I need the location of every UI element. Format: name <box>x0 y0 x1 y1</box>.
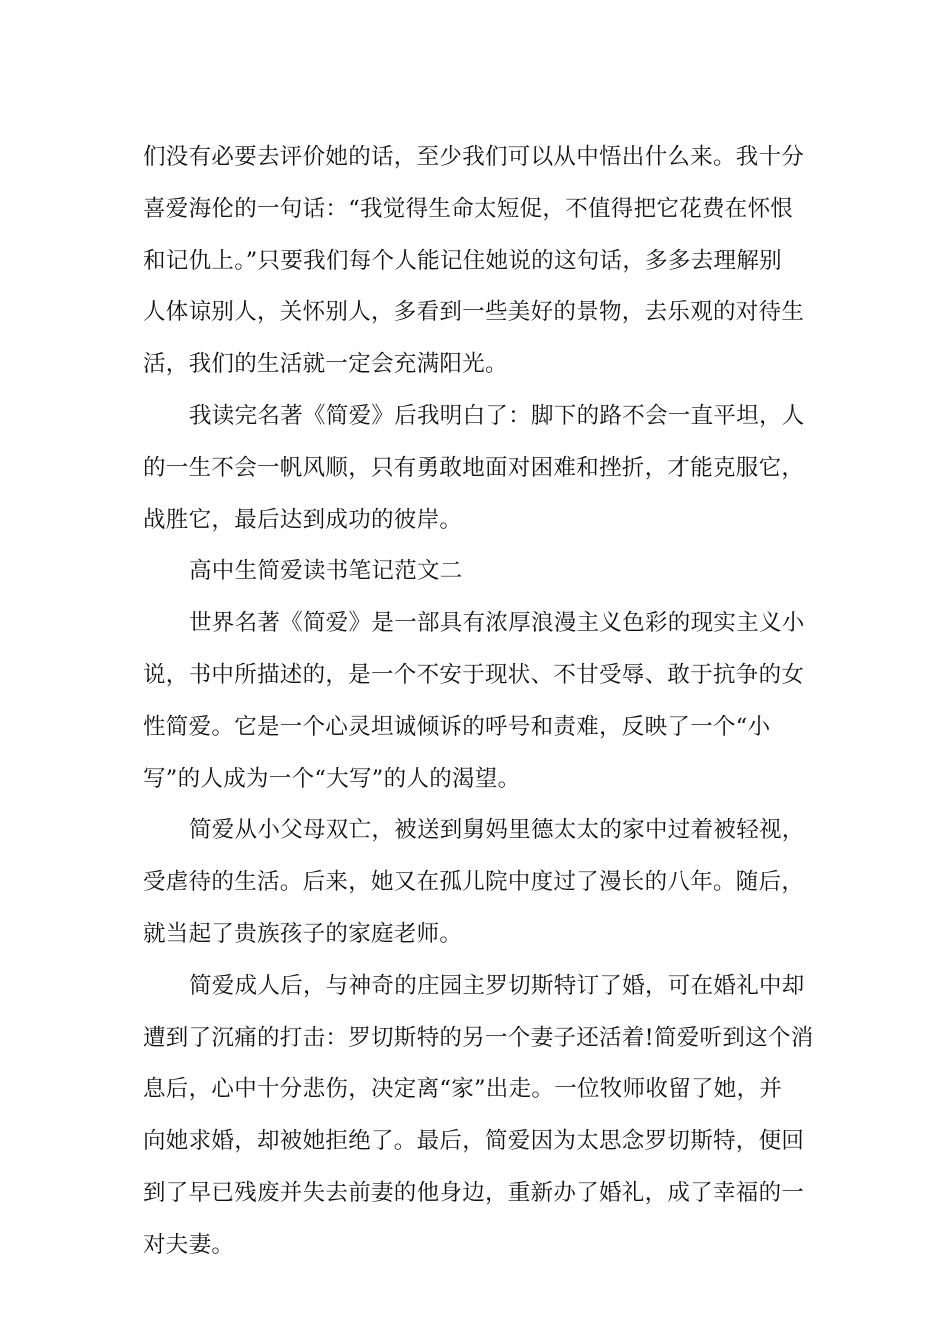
text-line: 性简爱。它是一个心灵坦诚倾诉的呼号和责难，反映了一个“小 <box>143 713 771 740</box>
text-line: 世界名著《简爱》是一部具有浓厚浪漫主义色彩的现实主义小 <box>189 610 805 637</box>
text-line: 受虐待的生活。后来，她又在孤儿院中度过了漫长的八年。随后， <box>143 869 805 896</box>
text-line: 战胜它，最后达到成功的彼岸。 <box>143 506 463 533</box>
text-line: 人体谅别人，关怀别人，多看到一些美好的景物，去乐观的对待生 <box>143 299 805 326</box>
paragraph <box>143 961 814 1272</box>
text-line: 高中生简爱读书笔记范文二 <box>189 558 463 585</box>
text-line: 息后，心中十分悲伤，决定离“家”出走。一位牧师收留了她，并 <box>143 1076 783 1103</box>
section-heading <box>143 546 807 598</box>
text-line: 的一生不会一帆风顺，只有勇敢地面对困难和挫折，才能克服它， <box>143 454 805 481</box>
text-line: 就当起了贵族孩子的家庭老师。 <box>143 920 463 947</box>
text-line: 喜爱海伦的一句话：“我觉得生命太短促，不值得把它花费在怀恨 <box>143 195 794 222</box>
text-line: 到了早已残废并失去前妻的他身边，重新办了婚礼，成了幸福的一 <box>143 1179 805 1206</box>
text-line: 简爱从小父母双亡，被送到舅妈里德太太的家中过着被轻视， <box>189 817 805 844</box>
paragraph <box>143 598 807 805</box>
text-line: 们没有必要去评价她的话，至少我们可以从中悟出什么来。我十分 <box>143 144 805 170</box>
paragraph <box>143 805 807 960</box>
text-line: 我读完名著《简爱》后我明白了：脚下的路不会一直平坦，人 <box>189 402 805 429</box>
paragraph <box>143 132 807 391</box>
text-line: 和记仇上。”只要我们每个人能记住她说的这句话，多多去理解别 <box>143 247 782 274</box>
paragraph <box>143 391 807 546</box>
body-text <box>143 132 814 1272</box>
text-line: 遭到了沉痛的打击：罗切斯特的另一个妻子还活着!简爱听到这个消 <box>143 1024 814 1051</box>
text-line: 活，我们的生活就一定会充满阳光。 <box>143 351 508 378</box>
text-line: 向她求婚，却被她拒绝了。最后，简爱因为太思念罗切斯特，便回 <box>143 1128 805 1155</box>
text-line: 说，书中所描述的，是一个不安于现状、不甘受辱、敢于抗争的女 <box>143 661 805 688</box>
text-line: 写”的人成为一个“大写”的人的渴望。 <box>143 765 521 792</box>
text-line: 简爱成人后，与神奇的庄园主罗切斯特订了婚，可在婚礼中却 <box>189 972 805 999</box>
text-line: 对夫妻。 <box>143 1231 235 1258</box>
